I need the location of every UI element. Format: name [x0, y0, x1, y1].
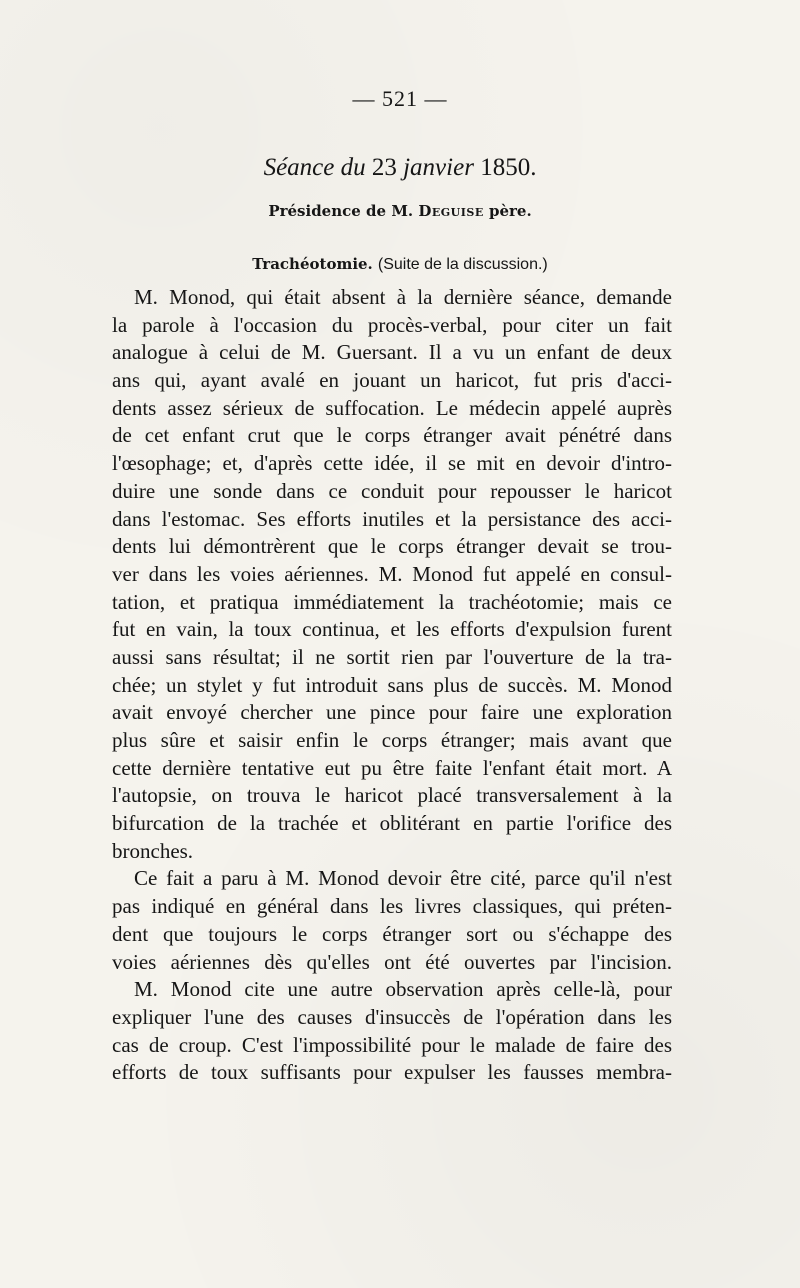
text-line: plus sûre et saisir enfin le corps étranger; mais avant que [112, 728, 672, 752]
text-line: cette dernière tentative eut pu être faite l'enfant était mort. A [112, 755, 672, 780]
text-line: l'œsophage; et, d'après cette idée, il se mit en devoir d'intro- [112, 451, 672, 476]
text-line: pas indiqué en général dans les livres classiques, qui préten- [112, 894, 672, 919]
text-line: bronches. [112, 838, 194, 863]
section-heading-title: Trachéotomie. [252, 255, 373, 273]
text-line: aussi sans résultat; il ne sortit rien par l'ouverture de la tra- [112, 644, 672, 669]
text-line: voies aériennes dès qu'elles ont été ouvertes par l'incision. [112, 949, 672, 974]
session-title-day: 23 [371, 154, 397, 181]
text-line: avait envoyé chercher une pince pour faire une exploration [112, 700, 672, 725]
text-line: de cet enfant crut que le corps étranger avait pénétré dans [112, 423, 672, 448]
session-title [0, 154, 800, 182]
text-line: dents assez sérieux de suffocation. Le médecin appelé auprès [112, 395, 672, 420]
presidence-prefix: Présidence de [268, 202, 387, 220]
text-line: analogue à celui de M. Guersant. Il a vu un enfant de deux [112, 340, 672, 365]
page-number: — 521 — [352, 86, 448, 111]
presidence-name: Deguise [418, 202, 484, 220]
text-line: la parole à l'occasion du procès-verbal, pour citer un fait [112, 312, 672, 337]
section-heading [0, 254, 800, 274]
text-line: cas de croup. C'est l'impossibilité pour le malade de faire des [112, 1032, 672, 1057]
text-line: M. Monod, qui était absent à la dernière séance, demande [134, 285, 672, 309]
text-line: chée; un stylet y fut introduit sans plus de succès. M. Monod [112, 672, 672, 697]
text-line: Ce fait a paru à M. Monod devoir être cité, parce qu'il n'est [134, 866, 672, 891]
body-text [112, 284, 672, 1087]
text-line: efforts de toux suffisants pour expulser les fausses membra- [112, 1060, 672, 1085]
text-line: ver dans les voies aériennes. M. Monod fut appelé en consul- [112, 561, 672, 586]
session-title-month: janvier [403, 154, 474, 181]
section-heading-note: (Suite de la discussion.) [377, 256, 548, 273]
text-line: dent que toujours le corps étranger sort ou s'échappe des [112, 921, 672, 946]
text-line: ans qui, ayant avalé en jouant un haricot, fut pris d'acci- [112, 368, 672, 393]
text-line: duire une sonde dans ce conduit pour repousser le haricot [112, 478, 672, 503]
text-line: bifurcation de la trachée et oblitérant en partie l'orifice des [112, 811, 672, 836]
text-line: tation, et pratiqua immédiatement la trachéotomie; mais ce [112, 589, 672, 614]
presidence-title: M. [391, 202, 414, 220]
text-line: fut en vain, la toux continua, et les efforts d'expulsion furent [112, 617, 672, 642]
presidence-suffix: père. [488, 202, 532, 220]
session-title-prefix: Séance du [263, 154, 366, 181]
text-line: dents lui démontrèrent que le corps étranger devait se trou- [112, 534, 672, 559]
session-title-year: 1850. [480, 154, 537, 181]
text-line: M. Monod cite une autre observation après celle-là, pour [134, 977, 672, 1002]
text-line: dans l'estomac. Ses efforts inutiles et la persistance des acci- [112, 506, 672, 531]
text-line: l'autopsie, on trouva le haricot placé transversalement à la [112, 783, 672, 808]
presidence-line [0, 202, 800, 220]
text-line: expliquer l'une des causes d'insuccès de l'opération dans les [112, 1004, 672, 1029]
